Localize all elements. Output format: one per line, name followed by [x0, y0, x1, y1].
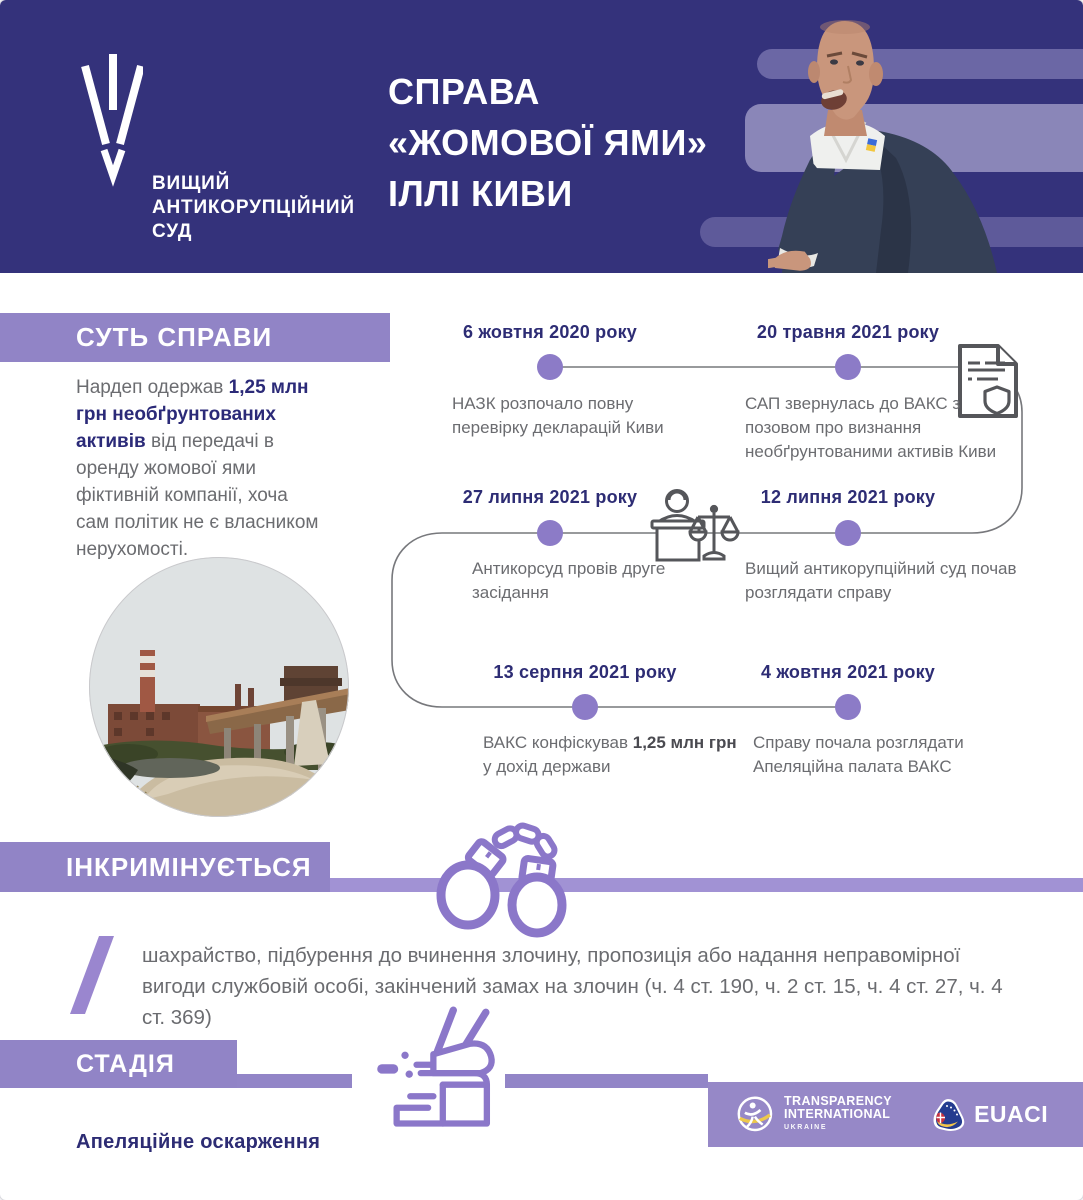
- timeline-date: 12 липня 2021 року: [760, 487, 936, 507]
- footer-bar: [708, 1082, 1083, 1147]
- header: [0, 0, 1083, 273]
- timeline-event-text: НАЗК розпочало повну перевірку декларацій Киви: [452, 394, 664, 437]
- timeline-date: 13 серпня 2021 року: [493, 662, 677, 682]
- timeline-event-text: Справу почала розглядати Апеляційна палата ВАКС: [753, 733, 964, 776]
- event-text-part: у дохід держави: [483, 757, 611, 776]
- event-text-part: ВАКС конфіскував: [483, 733, 633, 752]
- banner-strip: [237, 1074, 352, 1088]
- timeline-event-text: [483, 731, 743, 779]
- transparency-international-logo: [736, 1095, 892, 1135]
- timeline-event-text: Антикорсуд провів друге засідання: [472, 559, 666, 602]
- timeline-date: 6 жовтня 2020 року: [463, 322, 637, 342]
- section-heading: СУТЬ СПРАВИ: [76, 322, 273, 352]
- ti-logo-text: UKRAINE: [784, 1124, 828, 1131]
- timeline-event-text: Вищий антикорупційний суд почав розглядати справу: [745, 559, 1017, 602]
- handcuffs-icon: [428, 816, 583, 938]
- stage-value: Апеляційне оскарження: [76, 1131, 321, 1153]
- summary-text-part: Нардеп одержав: [76, 377, 229, 398]
- euaci-emblem-icon: [932, 1098, 966, 1132]
- page-title-line: СПРАВА: [388, 71, 540, 112]
- timeline-event-text: САП звернулась до ВАКС з позовом про визнання необґрунтованими активів Киви: [745, 394, 997, 461]
- page-title: [388, 66, 707, 219]
- timeline-date: 27 липня 2021 року: [462, 487, 638, 507]
- event-text-bold: 1,25 млн грн: [632, 733, 737, 752]
- court-name-line: АНТИКОРУПЦІЙНИЙ: [152, 197, 355, 218]
- summary-text-part: від передачі в оренду жомової ями фіктивній компанії, хоча сам політик не є власником нерухомості.: [76, 431, 319, 560]
- section-banner-stage: [0, 1040, 237, 1088]
- incriminated-text: шахрайство, підбурення до вчинення злочину, пропозиція або надання неправомірної вигоди службовій особі, закінчений замах на злочин (ч. 4 ст. 190, ч. 2 ст. 15, ч. 4 ст. 27, ч. 4 ст. 369): [142, 944, 1003, 1029]
- ti-globe-icon: [736, 1095, 776, 1135]
- court-name-line: СУД: [152, 221, 193, 242]
- quote-slash-icon: [70, 936, 114, 1014]
- section-heading: ІНКРИМІНУЄТЬСЯ: [66, 851, 312, 882]
- court-name: [152, 172, 355, 244]
- page-title-line: «ЖОМОВОЇ ЯМИ»: [388, 122, 708, 163]
- ti-logo-text: TRANSPARENCY: [784, 1094, 893, 1108]
- ti-logo-text: INTERNATIONAL: [784, 1107, 891, 1121]
- summary-text-bold: 1,25 млн грн необґрунтованих активів: [76, 377, 309, 452]
- step-up-icon: [372, 1006, 522, 1134]
- page-title-line: ІЛЛІ КИВИ: [388, 173, 573, 214]
- timeline-date: 20 травня 2021 року: [756, 322, 940, 342]
- timeline-date: 4 жовтня 2021 року: [761, 662, 935, 682]
- banner-strip: [505, 1074, 708, 1088]
- section-heading: СТАДІЯ: [76, 1049, 175, 1078]
- euaci-logo: [932, 1098, 1048, 1132]
- timeline-curve: [0, 300, 1083, 800]
- court-logo-icon: [73, 52, 143, 188]
- politician-photo: [768, 8, 1018, 273]
- euaci-logo-text: EUACI: [974, 1101, 1049, 1127]
- court-name-line: ВИЩИЙ: [152, 173, 231, 194]
- section-banner-incriminated: [0, 842, 330, 892]
